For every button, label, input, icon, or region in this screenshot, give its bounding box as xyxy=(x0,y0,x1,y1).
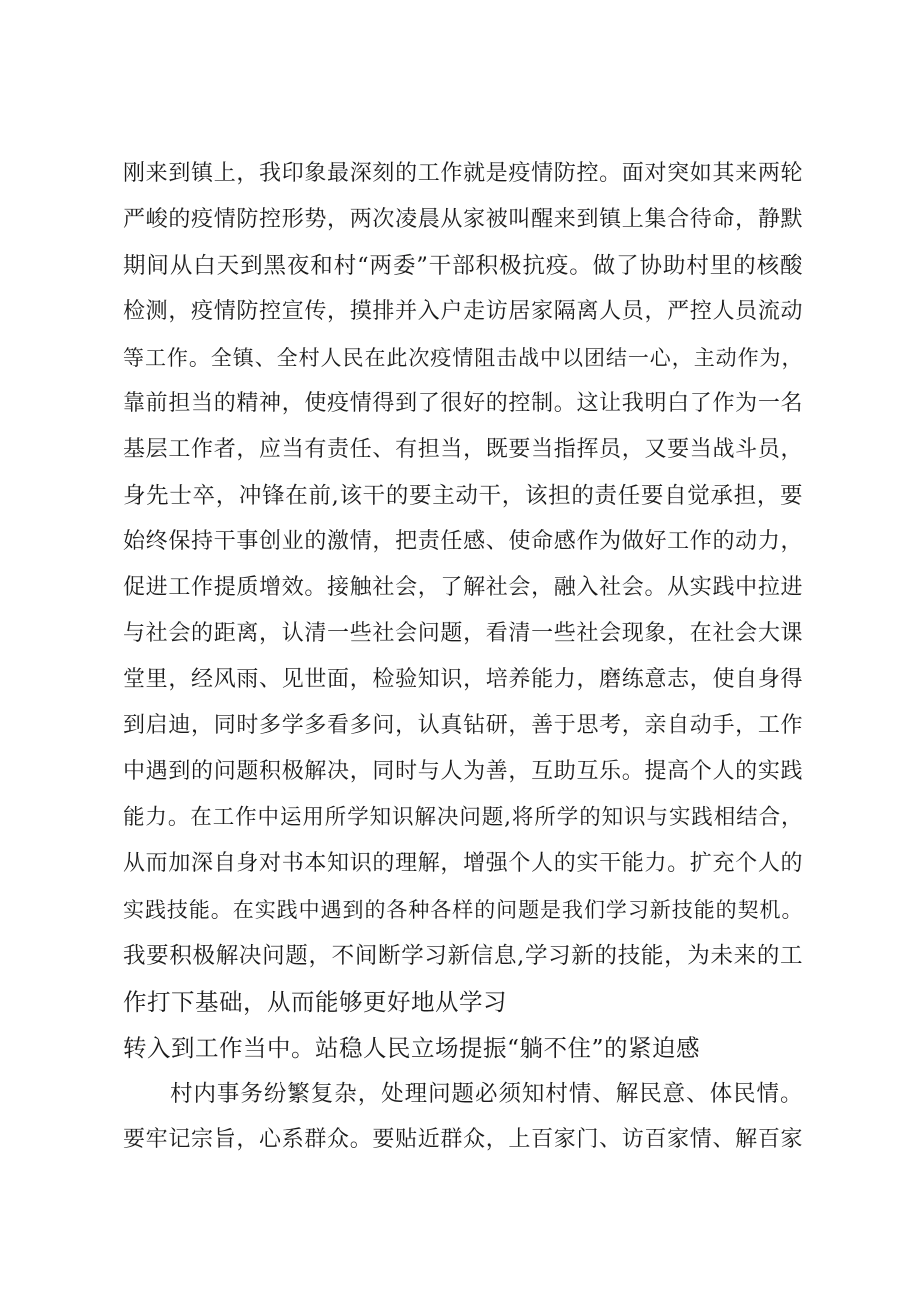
text-line: 身先士卒，冲锋在前,该干的要主动干，该担的责任要自觉承担，要 xyxy=(123,483,803,509)
text-line: 中遇到的问题积极解决，同时与人为善，互助互乐。提高个人的实践 xyxy=(123,759,803,784)
text-line: 基层工作者，应当有责任、有担当，既要当指挥员，又要当战斗员， xyxy=(123,437,803,462)
text-line: 实践技能。在实践中遇到的各种各样的问题是我们学习新技能的契机。 xyxy=(123,898,803,922)
text-line: 期间从白天到黑夜和村“两委”干部积极抗疫。做了协助村里的核酸 xyxy=(123,253,803,279)
text-line: 始终保持干事创业的激情，把责任感、使命感作为做好工作的动力， xyxy=(123,529,803,554)
text-line: 要牢记宗旨，心系群众。要贴近群众，上百家门、访百家情、解百家 xyxy=(123,1127,803,1152)
text-line: 与社会的距离，认清一些社会问题，看清一些社会现象，在社会大课 xyxy=(123,621,803,646)
text-line: 促进工作提质增效。接触社会，了解社会，融入社会。从实践中拉进 xyxy=(123,575,803,600)
text-line: 从而加深自身对书本知识的理解，增强个人的实干能力。扩充个人的 xyxy=(123,851,803,876)
text-line: 严峻的疫情防控形势，两次凌晨从家被叫醒来到镇上集合待命，静默 xyxy=(123,207,803,232)
text-line: 我要积极解决问题，不间断学习新信息,学习新的技能，为未来的工 xyxy=(123,943,803,969)
text-line: 到启迪，同时多学多看多问，认真钻研，善于思考，亲自动手，工作 xyxy=(123,713,803,738)
text-line: 能力。在工作中运用所学知识解决问题,将所学的知识与实践相结合， xyxy=(123,805,803,830)
text-line: 堂里，经风雨、见世面，检验知识，培养能力，磨练意志，使自身得 xyxy=(123,667,803,692)
text-line: 村内事务纷繁复杂，处理问题必须知村情、解民意、体民情。 xyxy=(170,1081,803,1107)
section-heading: 转入到工作当中。站稳人民立场提振“躺不住”的紧迫感 xyxy=(123,1034,701,1062)
text-line: 检测，疫情防控宣传，摸排并入户走访居家隔离人员，严控人员流动 xyxy=(123,299,803,324)
text-line: 靠前担当的精神，使疫情得到了很好的控制。这让我明白了作为一名 xyxy=(123,391,803,416)
text-line: 作打下基础，从而能够更好地从学习 xyxy=(123,988,507,1016)
text-line: 刚来到镇上，我印象最深刻的工作就是疫情防控。面对突如其来两轮 xyxy=(123,161,803,186)
text-line: 等工作。全镇、全村人民在此次疫情阻击战中以团结一心，主动作为， xyxy=(123,346,803,370)
